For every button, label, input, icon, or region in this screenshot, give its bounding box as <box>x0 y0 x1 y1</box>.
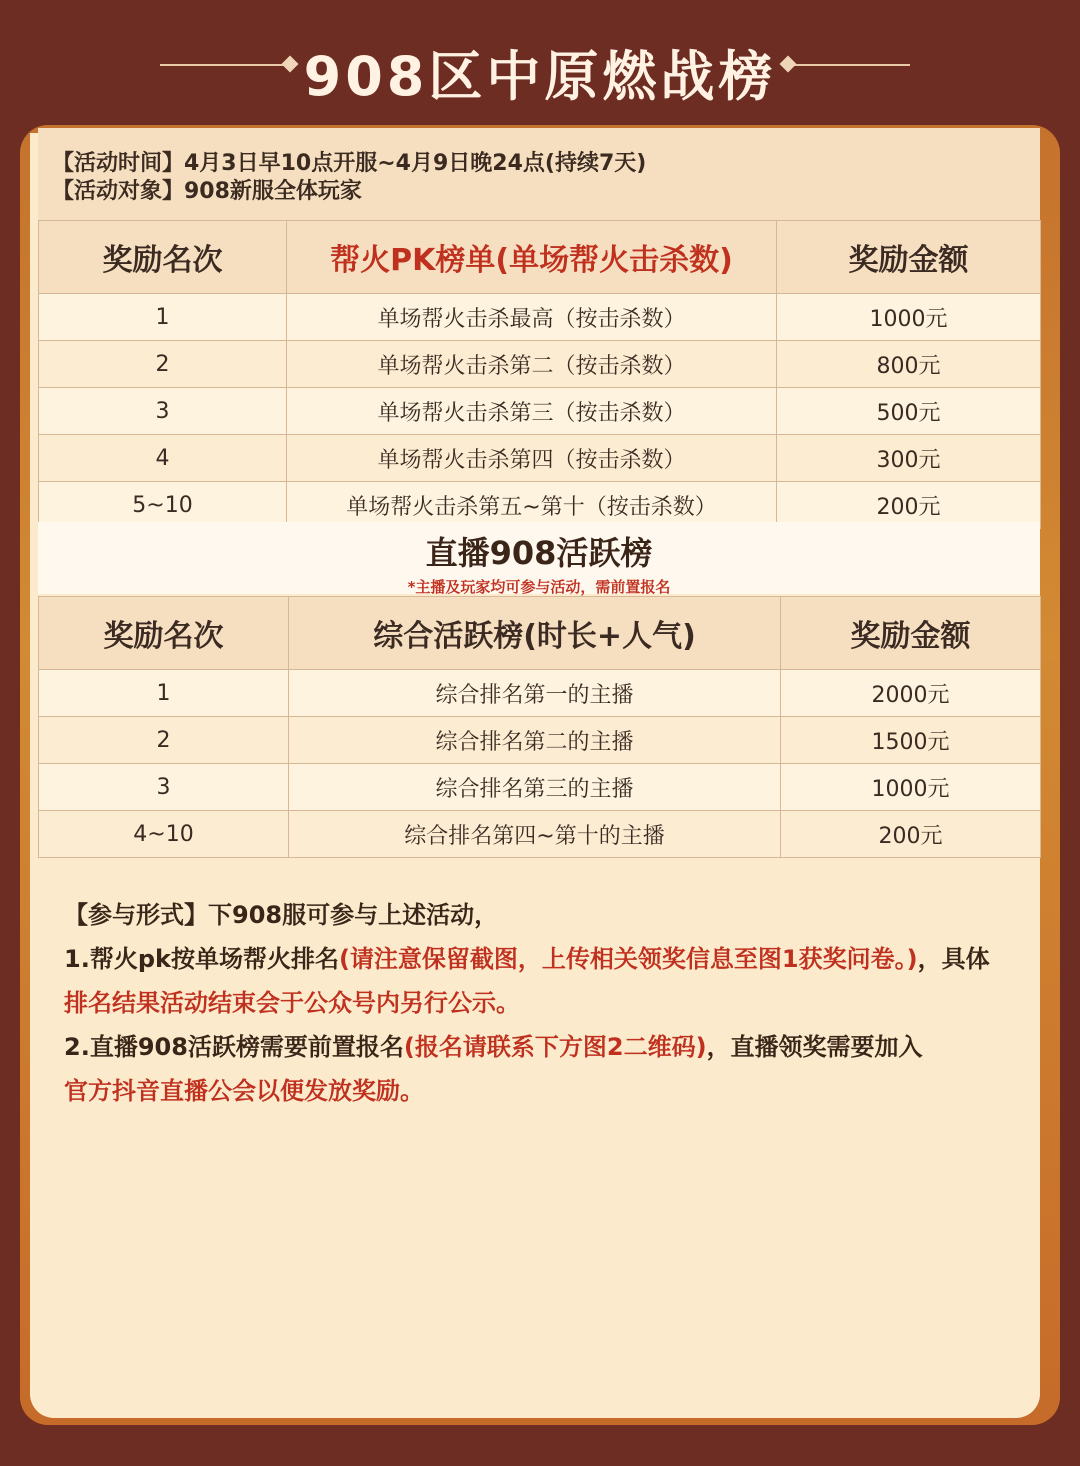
header-activity-list: 综合活跃榜(时长+人气) <box>289 597 781 670</box>
table-row <box>39 388 1041 435</box>
rank-cell: 2 <box>39 717 289 764</box>
criteria-cell: 综合排名第一的主播 <box>289 670 781 717</box>
notes-intro: 【参与形式】下908服可参与上述活动， <box>64 901 499 929</box>
rank-cell: 3 <box>39 388 287 435</box>
reward-cell: 1000元 <box>781 764 1041 811</box>
criteria-cell: 单场帮火击杀第四（按击杀数） <box>287 435 777 482</box>
rank-cell: 4 <box>39 435 287 482</box>
criteria-cell: 单场帮火击杀第五~第十（按击杀数） <box>287 482 777 529</box>
reward-cell: 200元 <box>781 811 1041 858</box>
table-row <box>39 294 1041 341</box>
table-header-row <box>39 597 1041 670</box>
participation-notes <box>64 893 1014 1113</box>
notes-item-2 <box>64 1025 1014 1069</box>
criteria-cell: 单场帮火击杀第二（按击杀数） <box>287 341 777 388</box>
event-time: 【活动时间】4月3日早10点开服~4月9日晚24点(持续7天) <box>52 151 647 176</box>
notes-item-1-highlight: (请注意保留截图，上传相关领奖信息至图1获奖问卷。) <box>338 945 918 973</box>
reward-cell: 300元 <box>777 435 1041 482</box>
page-title: 908区中原燃战榜 <box>303 45 777 108</box>
criteria-cell: 综合排名第四~第十的主播 <box>289 811 781 858</box>
notes-item-2-suffix: ，直播领奖需要加入 <box>706 1033 923 1061</box>
notes-item-2-highlight: (报名请联系下方图2二维码) <box>403 1033 707 1061</box>
header-reward: 奖励金额 <box>781 597 1041 670</box>
reward-cell: 1000元 <box>777 294 1041 341</box>
criteria-cell: 单场帮火击杀第三（按击杀数） <box>287 388 777 435</box>
notes-item-1 <box>64 937 1014 981</box>
header-rank: 奖励名次 <box>39 221 287 294</box>
notes-item-2-continued: 官方抖音直播公会以便发放奖励。 <box>64 1077 424 1105</box>
reward-cell: 800元 <box>777 341 1041 388</box>
table-row <box>39 764 1041 811</box>
header <box>0 20 1080 110</box>
rank-cell: 1 <box>39 670 289 717</box>
criteria-cell: 综合排名第二的主播 <box>289 717 781 764</box>
reward-cell: 500元 <box>777 388 1041 435</box>
table-row <box>39 717 1041 764</box>
live-section-note: *主播及玩家均可参与活动，需前置报名 <box>407 578 671 596</box>
notes-item-1-text: 1.帮火pk按单场帮火排名 <box>64 945 339 973</box>
rank-cell: 2 <box>39 341 287 388</box>
notes-item-1-suffix: ，具体 <box>917 945 990 973</box>
table-row <box>39 670 1041 717</box>
event-target: 【活动对象】908新服全体玩家 <box>52 179 362 204</box>
table-row <box>39 811 1041 858</box>
rank-cell: 3 <box>39 764 289 811</box>
criteria-cell: 综合排名第三的主播 <box>289 764 781 811</box>
rank-cell: 5~10 <box>39 482 287 529</box>
criteria-cell: 单场帮火击杀最高（按击杀数） <box>287 294 777 341</box>
reward-cell: 2000元 <box>781 670 1041 717</box>
table-row <box>39 341 1041 388</box>
pk-rank-table <box>38 220 1041 529</box>
notes-item-2-text: 2.直播908活跃榜需要前置报名 <box>64 1033 404 1061</box>
reward-cell: 1500元 <box>781 717 1041 764</box>
header-rank: 奖励名次 <box>39 597 289 670</box>
live-rank-table <box>38 596 1041 858</box>
header-reward: 奖励金额 <box>777 221 1041 294</box>
reward-cell: 200元 <box>777 482 1041 529</box>
rank-cell: 4~10 <box>39 811 289 858</box>
table-header-row <box>39 221 1041 294</box>
live-section-banner <box>38 522 1040 594</box>
rank-cell: 1 <box>39 294 287 341</box>
header-pk-list: 帮火PK榜单(单场帮火击杀数) <box>287 221 777 294</box>
live-section-title: 直播908活跃榜 <box>425 534 653 572</box>
notes-item-1-continued: 排名结果活动结束会于公众号内另行公示。 <box>64 989 520 1017</box>
table-row <box>39 435 1041 482</box>
